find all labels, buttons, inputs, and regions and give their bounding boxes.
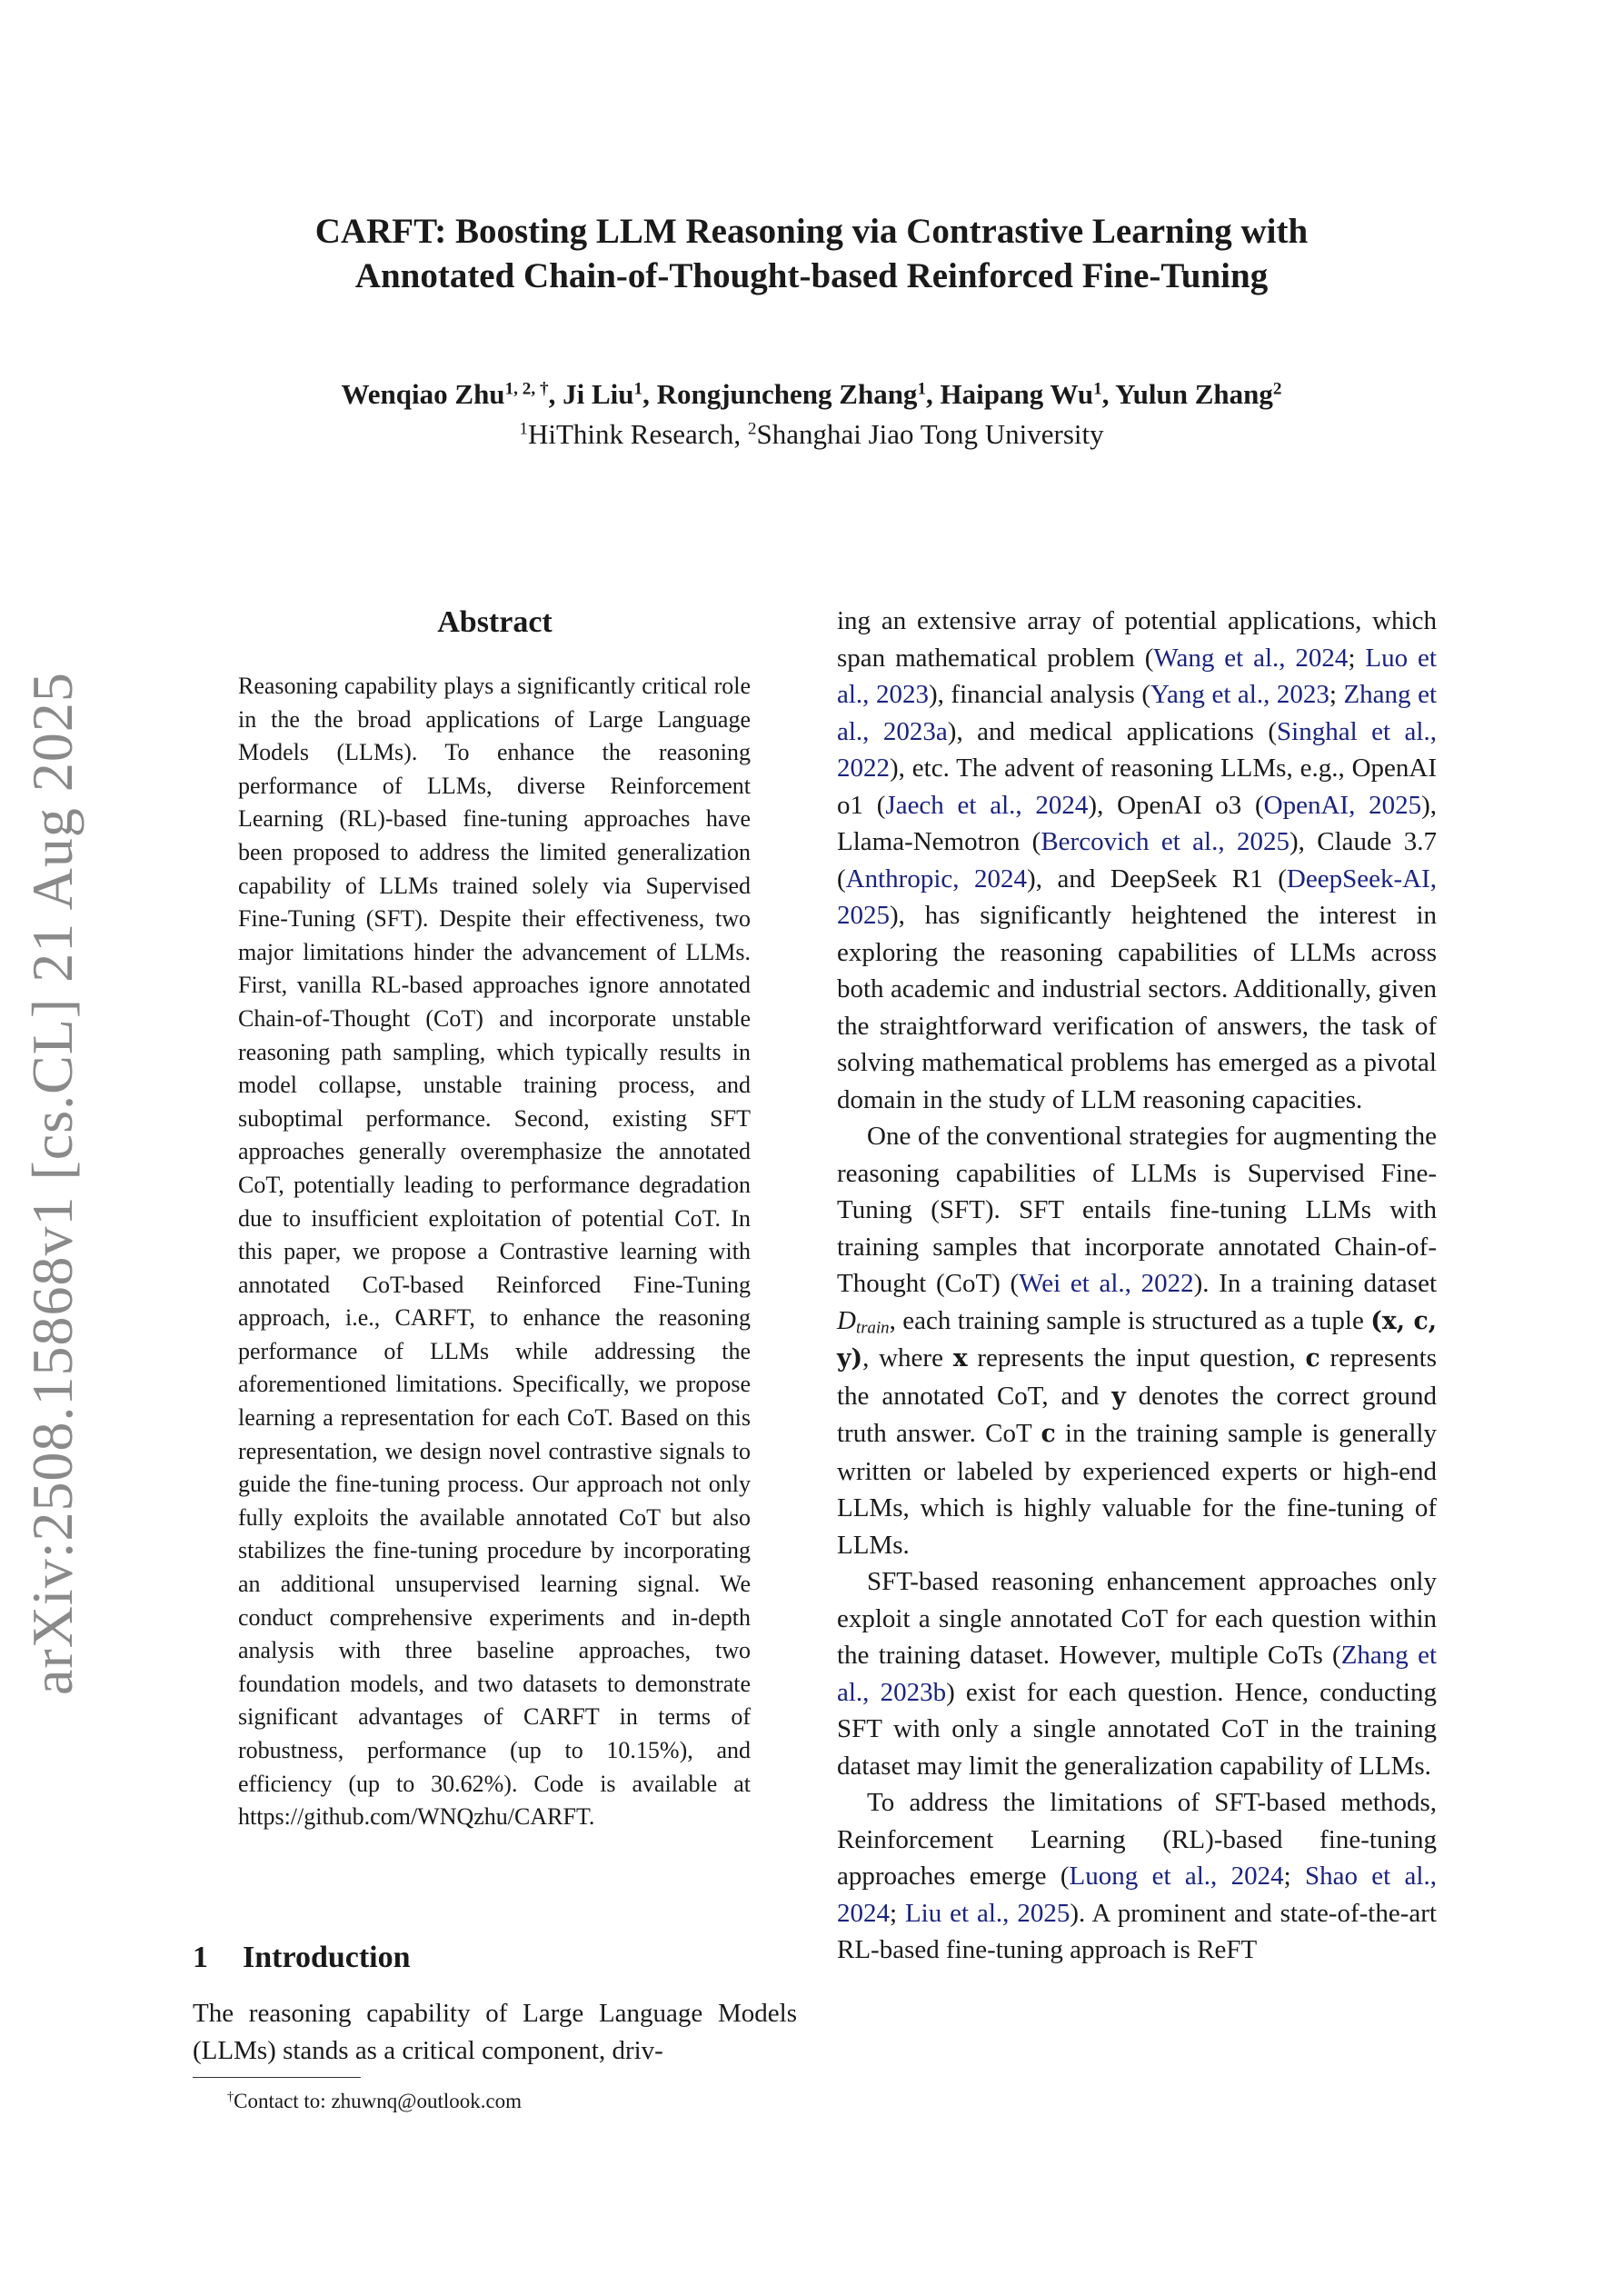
- intro-paragraph-multiple-cots: SFT-based reasoning enhancement approaches only exploit a single annotated CoT for each question within the training dataset. However, multiple CoTs (Zhang et al., 2023b) exist for each question. Hence, conducting SFT with only a single annotated CoT in the training dataset may limit the generalization capability of LLMs.: [837, 1567, 1437, 1781]
- citation-link[interactable]: Jaech et al., 2024: [885, 790, 1089, 820]
- section-number: 1: [193, 1941, 208, 1974]
- citation-link[interactable]: Shao et al., 2024: [837, 1862, 1437, 1928]
- author-name: Wenqiao Zhu: [341, 378, 505, 410]
- citation-link[interactable]: Anthropic, 2024: [845, 863, 1028, 893]
- citation-link[interactable]: Liu et al., 2025: [904, 1898, 1070, 1928]
- citation-link[interactable]: Wei et al., 2022: [1019, 1269, 1194, 1298]
- author-name: Haipang Wu: [940, 378, 1094, 410]
- citation-link[interactable]: Zhang et al., 2023b: [837, 1641, 1437, 1707]
- title-line-1: CARFT: Boosting LLM Reasoning via Contrastive Learning with: [314, 212, 1309, 251]
- author-affiliation-mark: 1, 2, †: [504, 379, 549, 399]
- arxiv-identifier-stamp: arXiv:2508.15868v1 [cs.CL] 21 Aug 2025: [20, 672, 85, 1695]
- paper-title: [182, 209, 1441, 298]
- section-title: Introduction: [243, 1941, 411, 1974]
- footnote-mark: †: [227, 2090, 234, 2105]
- author-affiliation-mark: 1: [917, 379, 927, 399]
- footnote-rule: [193, 2077, 361, 2078]
- abstract-heading: Abstract: [437, 605, 553, 639]
- citation-link[interactable]: DeepSeek-AI, 2025: [837, 863, 1437, 930]
- title-line-2: Annotated Chain-of-Thought-based Reinforced Fine-Tuning: [354, 256, 1269, 295]
- author-name: Rongjuncheng Zhang: [656, 378, 918, 410]
- citation-link[interactable]: Yang et al., 2023: [1150, 680, 1329, 709]
- affiliation-list: $^1$HiThink Research, $^2$Shanghai Jiao Tong University: [519, 418, 1104, 450]
- intro-paragraph-start: The reasoning capability of Large Language Models (LLMs) stands as a critical component, driv-: [193, 1999, 797, 2065]
- citation-link[interactable]: Singhal et al., 2022: [837, 716, 1437, 783]
- author-affiliation-mark: 2: [1272, 379, 1282, 399]
- footnote-text: Contact to: zhuwnq@outlook.com: [234, 2090, 523, 2112]
- intro-paragraph-continued: ing an extensive array of potential applications, which span mathematical problem (Wang et al., 2024; Luo et al., 2023), financial analysis (Yang et al., 2023; Zhang et al., 2023a), and medical applications (Singhal et al., 2022), etc. The advent of reasoning LLMs, e.g., OpenAI o1 (Jaech et al., 2024), OpenAI o3 (OpenAI, 2025), Llama-Nemotron (Bercovich et al., 2025), Claude 3.7 (Anthropic, 2024), and DeepSeek R1 (DeepSeek-AI, 2025), has significantly heightened the interest in exploring the reasoning capabilities of LLMs across both academic and industrial sectors. Additionally, given the straightforward verification of answers, the task of solving mathematical problems has emerged as a pivotal domain in the study of LLM reasoning capacities.: [837, 606, 1437, 1114]
- section-heading: [193, 1938, 797, 1978]
- intro-paragraph-rl: To address the limitations of SFT-based methods, Reinforcement Learning (RL)-based fine-tuning approaches emerge (Luong et al., 2024; Shao et al., 2024; Liu et al., 2025). A prominent and state-of-the-art RL-based fine-tuning approach is ReFT: [837, 1788, 1437, 1964]
- math-dataset-symbol: $D_{train}$: [837, 1305, 890, 1338]
- citation-link[interactable]: Luong et al., 2024: [1069, 1862, 1284, 1891]
- affiliation-mark: 1: [519, 419, 528, 439]
- citation-link[interactable]: Wang et al., 2024: [1153, 643, 1349, 673]
- affiliation-mark: 2: [747, 419, 757, 439]
- math-variable: y: [1111, 1382, 1126, 1411]
- math-variable: c: [1041, 1420, 1056, 1448]
- citation-link[interactable]: Luo et al., 2023: [837, 643, 1437, 709]
- author-affiliation-mark: 1: [633, 379, 643, 399]
- math-variable: x: [952, 1344, 968, 1373]
- author-name: Yulun Zhang: [1115, 378, 1273, 410]
- author-list: Wenqiao Zhu$^{1, 2, \dagger}$, Ji Liu$^1$, Rongjuncheng Zhang$^1$, Haipang Wu$^1$, Yulun Zhang$^2$: [341, 378, 1282, 410]
- author-name: Ji Liu: [563, 378, 634, 410]
- affiliation-name: HiThink Research: [527, 418, 734, 450]
- citation-link[interactable]: OpenAI, 2025: [1263, 790, 1422, 820]
- math-variable: c: [1305, 1344, 1320, 1373]
- citation-link[interactable]: Bercovich et al., 2025: [1041, 827, 1289, 856]
- abstract-body: Reasoning capability plays a significantly critical role in the the broad applications of Large Language Models (LLMs). To enhance the reasoning performance of LLMs, diverse Reinforcement Learning (RL)-based fine-tuning approaches have been proposed to address the limited generalization capability of LLMs trained solely via Supervised Fine-Tuning (SFT). Despite their effectiveness, two major limitations hinder the advancement of LLMs. First, vanilla RL-based approaches ignore annotated Chain-of-Thought (CoT) and incorporate unstable reasoning path sampling, which typically results in model collapse, unstable training process, and suboptimal performance. Second, existing SFT approaches generally overemphasize the annotated CoT, potentially leading to performance degradation due to insufficient exploitation of potential CoT. In this paper, we propose a Contrastive learning with annotated CoT-based Reinforced Fine-Tuning approach, i.e., CARFT, to enhance the reasoning performance of LLMs while addressing the aforementioned limitations. Specifically, we propose learning a representation for each CoT. Based on this representation, we design novel contrastive signals to guide the fine-tuning process. Our approach not only fully exploits the available annotated CoT but also stabilizes the fine-tuning procedure by incorporating an additional unsupervised learning signal. We conduct comprehensive experiments and in-depth analysis with three baseline approaches, two foundation models, and two datasets to demonstrate significant advantages of CARFT in terms of robustness, performance (up to 10.15%), and efficiency (up to 30.62%). Code is available at https://github.com/WNQzhu/CARFT.: [238, 673, 751, 1831]
- footnote: [227, 2088, 522, 2115]
- right-column: [837, 603, 1437, 1969]
- affiliation-name: Shanghai Jiao Tong University: [756, 418, 1104, 450]
- author-affiliation-mark: 1: [1093, 379, 1102, 399]
- intro-paragraph-sft: One of the conventional strategies for augmenting the reasoning capabilities of LLMs is Supervised Fine-Tuning (SFT). SFT entails fine-tuning LLMs with training samples that incorporate annotated Chain-of-Thought (CoT) (Wei et al., 2022). In a training dataset $D_{train}$, each training sample is structured as a tuple (x, c, y), where x represents the input question, c represents the annotated CoT, and y denotes the correct ground truth answer. CoT c in the training sample is generally written or labeled by experienced experts or high-end LLMs, which is highly valuable for the fine-tuning of LLMs.: [837, 1122, 1438, 1560]
- math-variable: (x, c, y): [837, 1306, 1437, 1373]
- citation-link[interactable]: Zhang et al., 2023a: [837, 680, 1437, 746]
